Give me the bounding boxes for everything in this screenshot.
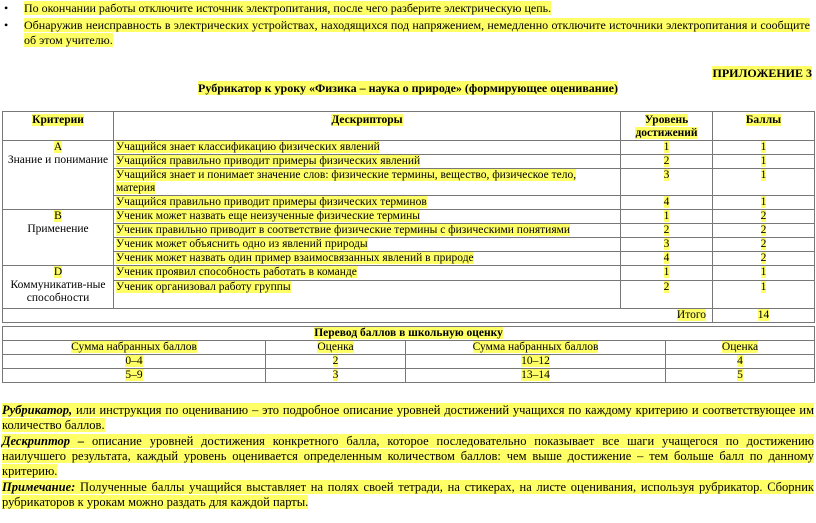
appendix-label: ПРИЛОЖЕНИЕ 3 — [712, 66, 812, 80]
safety-bullet-1 — [4, 1, 810, 16]
conversion-table — [2, 326, 815, 383]
conversion-header: Оценка — [666, 341, 815, 355]
safety-bullet-2 — [4, 18, 810, 48]
total-value: 14 — [713, 309, 815, 323]
conversion-title: Перевод баллов в школьную оценку — [3, 327, 815, 341]
descriptor: Учащийся правильно приводит примеры физических явлений — [114, 155, 621, 169]
descriptor: Ученик проявил способность работать в команде — [114, 266, 621, 281]
level: 4 — [621, 196, 713, 210]
descriptor: Ученик правильно приводит в соответствие физические термины с физическими понятиями — [114, 224, 621, 238]
criterion-d: D Коммуникатив-ные способности — [3, 266, 114, 309]
conversion-cell: 3 — [266, 369, 406, 383]
points: 1 — [713, 281, 815, 309]
points: 2 — [713, 210, 815, 224]
level: 4 — [621, 252, 713, 266]
level: 2 — [621, 155, 713, 169]
conversion-header: Сумма набранных баллов — [3, 341, 266, 355]
descriptor: Учащийся правильно приводит примеры физических терминов — [114, 196, 621, 210]
conversion-cell: 2 — [266, 355, 406, 369]
conversion-cell: 13–14 — [406, 369, 666, 383]
points: 1 — [713, 155, 815, 169]
level: 1 — [621, 266, 713, 281]
level: 2 — [621, 224, 713, 238]
level: 3 — [621, 169, 713, 196]
points: 1 — [713, 266, 815, 281]
points: 1 — [713, 196, 815, 210]
conversion-cell: 10–12 — [406, 355, 666, 369]
criterion-a: A Знание и понимание — [3, 141, 114, 210]
definition-rubricator: Рубрикатор, или инструкция по оцениванию – это подробное описание уровней достижений учащихся по каждому критерию и соответствующее им количество баллов. — [2, 403, 814, 432]
descriptor: Учащийся знает классификацию физических явлений — [114, 141, 621, 155]
conversion-cell: 0–4 — [3, 355, 266, 369]
points: 2 — [713, 238, 815, 252]
bullet-icon: • — [4, 1, 9, 15]
descriptor: Ученик организовал работу группы — [114, 281, 621, 309]
bullet-text: По окончании работы отключите источник электропитания, после чего разберите электрическую цепь. — [24, 1, 552, 15]
points: 2 — [713, 252, 815, 266]
rubric-table — [2, 111, 815, 323]
points: 1 — [713, 169, 815, 196]
level: 1 — [621, 141, 713, 155]
header-descriptors: Дескрипторы — [114, 112, 621, 141]
descriptor: Ученик может назвать еще неизученные физические термины — [114, 210, 621, 224]
header-points: Баллы — [713, 112, 815, 141]
conversion-header: Сумма набранных баллов — [406, 341, 666, 355]
rubric-title: Рубрикатор к уроку «Физика – наука о природе» (формирующее оценивание) — [198, 81, 618, 95]
header-criteria: Критерии — [3, 112, 114, 141]
header-level: Уровень достижений — [621, 112, 713, 141]
conversion-header: Оценка — [266, 341, 406, 355]
criterion-b: B Применение — [3, 210, 114, 266]
conversion-cell: 5–9 — [3, 369, 266, 383]
definition-descriptor: Дескриптор – описание уровней достижения конкретного балла, которое последовательно показывает все шаги учащегося по достижению наилучшего результата, каждый уровень оценивается определенным количеством баллов: чем выше достижение – тем больше балл по данному критерию. — [2, 434, 814, 478]
points: 2 — [713, 224, 815, 238]
level: 1 — [621, 210, 713, 224]
descriptor: Учащийся знает и понимает значение слов: физические термины, вещество, физическое тело, материя — [114, 169, 621, 196]
bullet-text: Обнаружив неисправность в электрических устройствах, находящихся под напряжением, немедленно отключите источники электропитания и сообщите об этом учителю. — [24, 18, 810, 47]
level: 2 — [621, 281, 713, 309]
conversion-cell: 4 — [666, 355, 815, 369]
total-label: Итого — [3, 309, 713, 323]
points: 1 — [713, 141, 815, 155]
level: 3 — [621, 238, 713, 252]
descriptor: Ученик может объяснить одно из явлений природы — [114, 238, 621, 252]
conversion-cell: 5 — [666, 369, 815, 383]
descriptor: Ученик может назвать один пример взаимосвязанных явлений в природе — [114, 252, 621, 266]
definition-note: Примечание: Полученные баллы учащийся выставляет на полях своей тетради, на стикерах, на листе оценивания, используя рубрикатор. Сборник рубрикаторов к урокам можно раздать для каждой парты. — [2, 480, 814, 509]
bullet-icon: • — [4, 18, 9, 32]
